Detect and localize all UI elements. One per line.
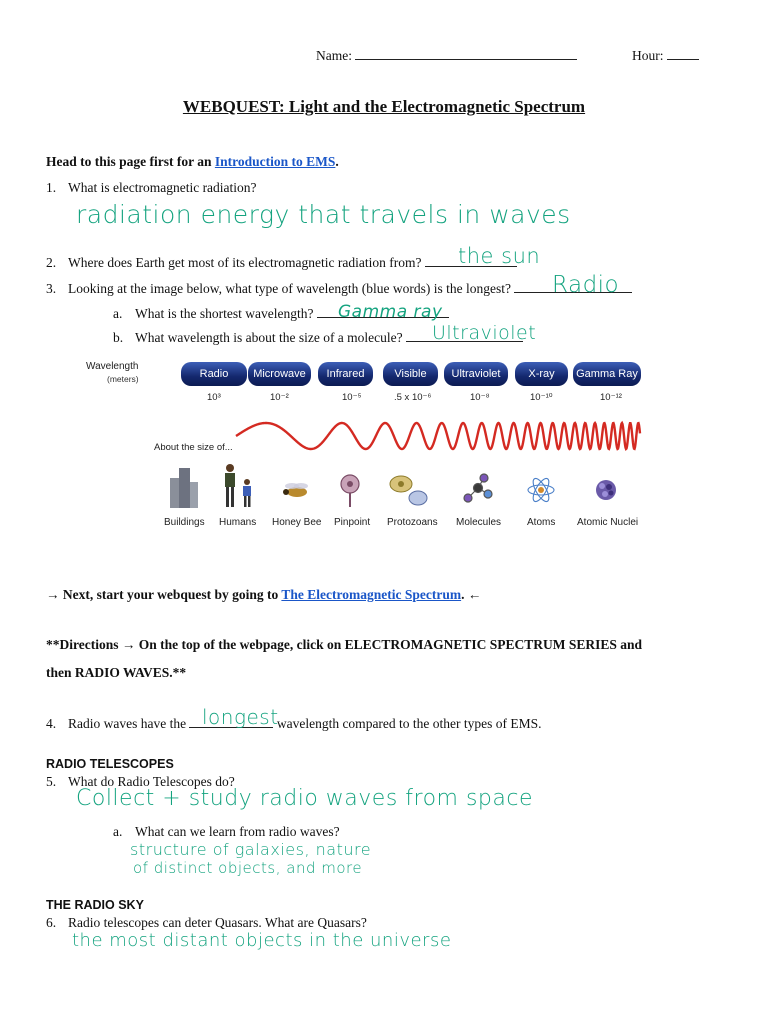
page-title: WEBQUEST: Light and the Electromagnetic Spectrum — [182, 97, 586, 116]
q3b-answer: Ultraviolet — [432, 322, 537, 344]
next-line — [46, 587, 481, 603]
q2-text: Where does Earth get most of its electromagnetic radiation from? — [68, 255, 422, 270]
wavelength-label: Wavelength — [86, 361, 139, 372]
q5-number: 5. — [46, 774, 57, 789]
exp-ultraviolet: 10⁻⁸ — [470, 392, 490, 403]
exp-microwave: 10⁻² — [270, 392, 289, 403]
q3a-answer: Gamma ray — [338, 302, 443, 322]
label-atomic-nuclei: Atomic Nuclei — [577, 517, 639, 528]
question-6 — [46, 915, 367, 931]
band-visible: Visible — [383, 362, 438, 386]
question-5a — [113, 824, 340, 840]
question-4 — [46, 716, 542, 732]
band-radio: Radio — [181, 362, 247, 386]
band-xray: X-ray — [515, 362, 568, 386]
band-ultraviolet: Ultraviolet — [444, 362, 508, 386]
q1-number: 1. — [46, 180, 57, 195]
q4-number: 4. — [46, 716, 57, 731]
label-buildings: Buildings — [164, 517, 205, 528]
q2-answer: the sun — [458, 244, 541, 268]
humans-icon — [225, 464, 251, 507]
band-gamma-ray: Gamma Ray — [573, 362, 641, 386]
exp-gamma-ray: 10⁻¹² — [600, 392, 622, 403]
q3a-text: What is the shortest wavelength? — [135, 306, 314, 321]
exp-xray: 10⁻¹⁰ — [530, 392, 553, 403]
q1-answer: radiation energy that travels in waves — [76, 200, 571, 229]
directions-line-1: **Directions → On the top of the webpage, click on ELECTROMAGNETIC SPECTRUM SERIES and — [46, 637, 643, 652]
q3-text: Looking at the image below, what type of wavelength (blue words) is the longest? — [68, 281, 512, 296]
intro-ems-link[interactable]: Introduction to EMS — [214, 154, 336, 169]
q5-text: What do Radio Telescopes do? — [68, 774, 235, 789]
label-molecules: Molecules — [456, 517, 502, 528]
label-atoms: Atoms — [527, 517, 556, 528]
buildings-icon — [170, 468, 198, 508]
pinpoint-icon — [341, 475, 359, 507]
label-humans: Humans — [219, 517, 257, 528]
label-honey-bee: Honey Bee — [272, 517, 322, 528]
section-radio-telescopes: RADIO TELESCOPES — [46, 757, 174, 771]
q6-answer: the most distant objects in the universe — [72, 930, 452, 951]
directions-line-2: then RADIO WAVES.** — [46, 665, 187, 680]
q3b-text: What wavelength is about the size of a molecule? — [135, 330, 403, 345]
q5a-answer-line-1: structure of galaxies, nature — [130, 840, 372, 859]
intro-text: Head to this page first for an — [46, 154, 215, 169]
hour-label: Hour: — [632, 48, 664, 63]
label-pinpoint: Pinpoint — [334, 517, 371, 528]
band-infrared: Infrared — [318, 362, 373, 386]
q6-text: Radio telescopes can deter Quasars. What are Quasars? — [68, 915, 367, 930]
name-label: Name: — [316, 48, 352, 63]
band-microwave: Microwave — [248, 362, 311, 386]
q5a-text: What can we learn from radio waves? — [135, 824, 340, 839]
exp-infrared: 10⁻⁵ — [342, 392, 362, 403]
q3a-letter: a. — [113, 306, 123, 321]
atoms-icon — [528, 476, 554, 504]
exp-radio: 10³ — [207, 392, 221, 403]
q5a-answer-line-2: of distinct objects, and more — [133, 859, 363, 877]
q3-answer: Radio — [552, 272, 620, 298]
meters-label: (meters) — [107, 374, 139, 384]
q5a-letter: a. — [113, 824, 123, 839]
q4-answer: longest — [202, 705, 279, 729]
next-text: → Next, start your webquest by going to — [46, 587, 282, 602]
q4-suffix: wavelength compared to the other types of EMS. — [273, 716, 542, 731]
about-size-label: About the size of... — [154, 442, 233, 453]
q2-number: 2. — [46, 255, 57, 270]
label-protozoans: Protozoans — [387, 517, 438, 528]
q1-text: What is electromagnetic radiation? — [68, 180, 257, 195]
exp-visible: .5 x 10⁻⁶ — [394, 392, 432, 403]
section-radio-sky: THE RADIO SKY — [46, 898, 144, 912]
q3b-letter: b. — [113, 330, 124, 345]
em-spectrum-link[interactable]: The Electromagnetic Spectrum — [281, 587, 462, 602]
em-wave — [236, 423, 640, 449]
atomic-nuclei-icon — [596, 480, 616, 500]
protozoans-icon — [390, 476, 427, 505]
next-suffix: . ← — [461, 587, 482, 602]
q4-text: Radio waves have the — [68, 716, 190, 731]
intro-suffix: . — [335, 154, 339, 169]
q3-number: 3. — [46, 281, 57, 296]
honey-bee-icon — [283, 483, 308, 497]
molecules-icon — [464, 474, 492, 502]
q5-answer: Collect + study radio waves from space — [76, 786, 534, 811]
q6-number: 6. — [46, 915, 57, 930]
